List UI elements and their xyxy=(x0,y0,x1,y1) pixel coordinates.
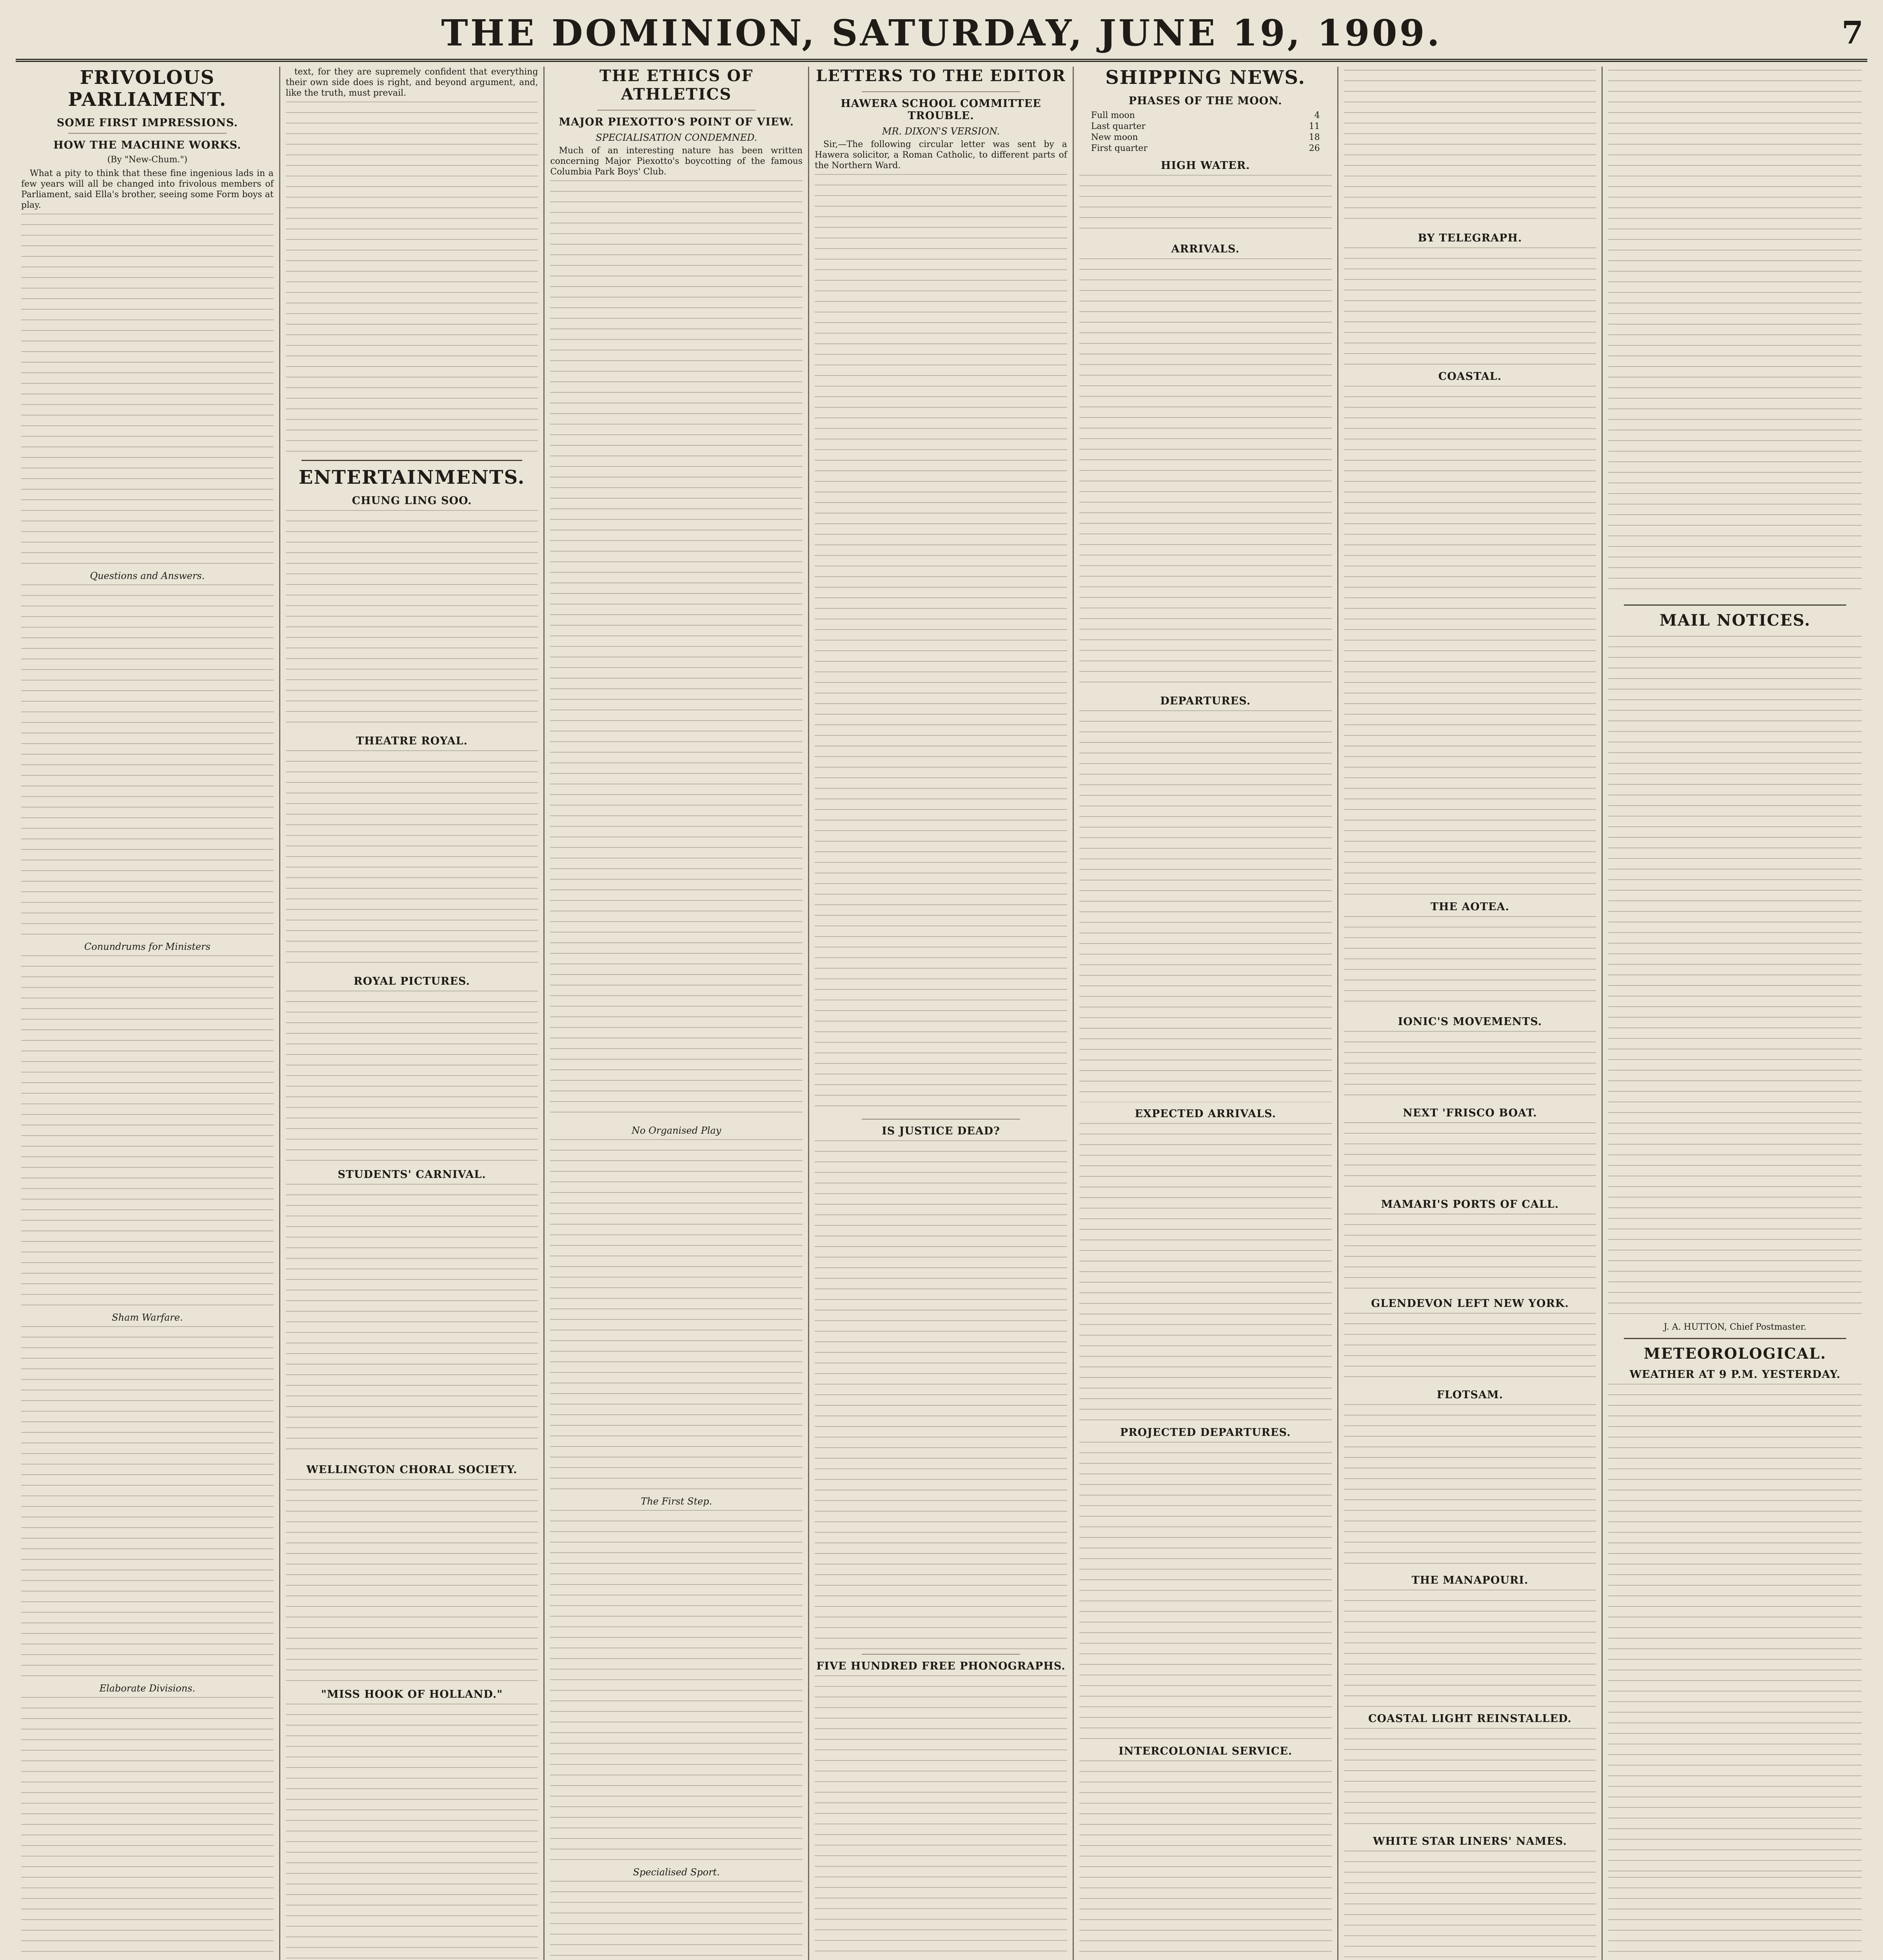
page-number: 7 xyxy=(1841,14,1863,51)
divider xyxy=(862,1654,1020,1655)
entertainments-heading: ENTERTAINMENTS. xyxy=(298,466,525,488)
ethics-heading: THE ETHICS OF ATHLETICS xyxy=(599,67,754,103)
article-text-block xyxy=(286,750,538,970)
article-text-block xyxy=(286,510,538,730)
article-text-block xyxy=(286,1704,538,1960)
elaborate-divisions-subheading: Elaborate Divisions. xyxy=(99,1683,196,1694)
article-text-block xyxy=(1608,70,1862,599)
article-text-block xyxy=(1608,1877,1862,1960)
article-text-block xyxy=(21,584,274,937)
coastal-subheading: COASTAL. xyxy=(1438,370,1502,383)
article-text-block xyxy=(550,1510,803,1863)
moon-row: First quarter 26 xyxy=(1091,143,1320,153)
article-text-block xyxy=(550,1139,803,1492)
phonographs-subheading: FIVE HUNDRED FREE PHONOGRAPHS. xyxy=(816,1660,1066,1672)
article-text-block xyxy=(21,1326,274,1679)
glendevon-subheading: GLENDEVON LEFT NEW YORK. xyxy=(1371,1298,1569,1310)
article-text-block xyxy=(21,955,274,1308)
article-text-block xyxy=(1344,916,1596,1010)
divider xyxy=(597,110,755,111)
ionic-subheading: IONIC'S MOVEMENTS. xyxy=(1398,1016,1542,1028)
divider xyxy=(862,91,1020,92)
article-text-block xyxy=(21,214,274,566)
article-intro: What a pity to think that these fine ingenious lads in a few years will all be changed into frivolous members of Parliament, said Ella's brother, seeing some Form boys at play. xyxy=(21,169,274,210)
article-text-block xyxy=(815,174,1067,1115)
first-impressions-subheading: SOME FIRST IMPRESSIONS. xyxy=(56,117,238,129)
first-step-subheading: The First Step. xyxy=(641,1496,712,1507)
divider xyxy=(301,460,523,461)
column-6 xyxy=(1338,67,1603,1960)
dixon-version-subheading: MR. DIXON'S VERSION. xyxy=(882,126,1000,137)
column-1 xyxy=(16,67,280,1960)
article-text-block xyxy=(815,1675,1067,1960)
columns xyxy=(16,67,1867,1960)
column-2 xyxy=(280,67,545,1960)
article-text-block xyxy=(1344,1313,1596,1383)
justice-dead-subheading: IS JUSTICE DEAD? xyxy=(882,1125,1000,1137)
specialised-sport-subheading: Specialised Sport. xyxy=(633,1867,720,1878)
divider xyxy=(1624,604,1846,606)
weather-report xyxy=(1608,1384,1862,1874)
moon-phases-subheading: PHASES OF THE MOON. xyxy=(1128,95,1282,107)
frisco-subheading: NEXT 'FRISCO BOAT. xyxy=(1403,1107,1537,1119)
mail-notices-list xyxy=(1608,636,1862,1322)
by-telegraph-subheading: BY TELEGRAPH. xyxy=(1418,232,1522,244)
article-text-block xyxy=(815,1140,1067,1650)
expected-arrivals-subheading: EXPECTED ARRIVALS. xyxy=(1135,1108,1277,1120)
article-text-block xyxy=(1344,70,1596,227)
article-text-block xyxy=(550,1881,803,1960)
article-text-block xyxy=(1344,247,1596,365)
column-7 xyxy=(1603,67,1867,1960)
article-text-block xyxy=(1344,1728,1596,1830)
article-text-block xyxy=(286,1479,538,1683)
students-carnival-subheading: STUDENTS' CARNIVAL. xyxy=(338,1169,486,1181)
masthead xyxy=(16,8,1867,62)
intercolonial-subheading: INTERCOLONIAL SERVICE. xyxy=(1119,1745,1293,1757)
moon-row: New moon 18 xyxy=(1091,132,1320,142)
miss-hook-subheading: "MISS HOOK OF HOLLAND." xyxy=(321,1688,503,1700)
article-text-block xyxy=(1344,1590,1596,1707)
divider xyxy=(68,133,227,134)
manapouri-subheading: THE MANAPOURI. xyxy=(1411,1574,1529,1586)
arrivals-subheading: ARRIVALS. xyxy=(1171,243,1240,255)
chung-ling-soo-subheading: CHUNG LING SOO. xyxy=(352,495,472,507)
arrivals-list xyxy=(1079,258,1332,690)
high-water-subheading: HIGH WATER. xyxy=(1160,160,1250,172)
column-3 xyxy=(545,67,809,1960)
moon-row: Last quarter 11 xyxy=(1091,122,1320,131)
tide-block xyxy=(1079,175,1332,238)
article-text-block xyxy=(286,991,538,1163)
questions-subheading: Questions and Answers. xyxy=(90,570,205,581)
article-text-block xyxy=(286,1184,538,1458)
departures-list xyxy=(1079,710,1332,1102)
conundrums-subheading: Conundrums for Ministers xyxy=(84,941,211,952)
no-organised-play-subheading: No Organised Play xyxy=(632,1125,721,1136)
article-text-block xyxy=(286,102,538,454)
masthead-title: THE DOMINION, SATURDAY, JUNE 19, 1909. xyxy=(441,12,1442,54)
article-intro: Much of an interesting nature has been written concerning Major Piexotto's boycotting of the famous Columbia Park Boys' Club. xyxy=(550,146,803,177)
projected-departures-subheading: PROJECTED DEPARTURES. xyxy=(1120,1426,1291,1439)
moon-phase-table xyxy=(1091,110,1320,154)
shipping-news-heading: SHIPPING NEWS. xyxy=(1105,67,1306,89)
projected-departures-list xyxy=(1079,1442,1332,1740)
column-5 xyxy=(1074,67,1338,1960)
letter-opening: Sir,—The following circular letter was sent by a Hawera solicitor, a Roman Catholic, to different parts of the Northern Ward. xyxy=(815,140,1067,171)
white-star-subheading: WHITE STAR LINERS' NAMES. xyxy=(1373,1835,1567,1847)
article-text-block xyxy=(1344,1404,1596,1569)
column-4 xyxy=(809,67,1074,1960)
article-text-block xyxy=(21,1697,274,1960)
departures-subheading: DEPARTURES. xyxy=(1160,695,1251,707)
divider xyxy=(1624,1338,1846,1339)
article-text-block xyxy=(1344,1214,1596,1292)
machine-works-subheading: HOW THE MACHINE WORKS. xyxy=(53,139,242,151)
meteorological-heading: METEOROLOGICAL. xyxy=(1643,1345,1827,1362)
royal-pictures-subheading: ROYAL PICTURES. xyxy=(354,975,470,987)
letters-heading: LETTERS TO THE EDITOR xyxy=(816,67,1066,85)
article-text-block xyxy=(550,180,803,1121)
postmaster-signoff: J. A. HUTTON, Chief Postmaster. xyxy=(1663,1322,1807,1332)
intercolonial-list xyxy=(1079,1760,1332,1960)
sham-warfare-subheading: Sham Warfare. xyxy=(112,1312,183,1323)
continued-text: text, for they are supremely confident that everything their own side does is right, and beyond argument, and, like the truth, must prevail. xyxy=(285,67,538,98)
moon-row: Full moon 4 xyxy=(1091,111,1320,120)
mail-notices-heading: MAIL NOTICES. xyxy=(1659,611,1811,630)
article-text-block xyxy=(1344,1031,1596,1102)
frivolous-parliament-heading: FRIVOLOUS PARLIAMENT. xyxy=(68,67,227,111)
specialisation-subheading: SPECIALISATION CONDEMNED. xyxy=(596,132,757,143)
divider xyxy=(862,1119,1020,1120)
hawera-subheading: HAWERA SCHOOL COMMITTEE TROUBLE. xyxy=(841,98,1041,122)
theatre-royal-subheading: THEATRE ROYAL. xyxy=(356,735,468,747)
article-text-block xyxy=(1344,1851,1596,1960)
article-text-block xyxy=(1344,1122,1596,1193)
weather-subheading: WEATHER AT 9 P.M. YESTERDAY. xyxy=(1629,1368,1841,1381)
coastal-light-subheading: COASTAL LIGHT REINSTALLED. xyxy=(1368,1713,1572,1725)
article-text-block xyxy=(1344,386,1596,895)
mamari-subheading: MAMARI'S PORTS OF CALL. xyxy=(1381,1198,1559,1210)
expected-arrivals-list xyxy=(1079,1123,1332,1421)
flotsam-subheading: FLOTSAM. xyxy=(1436,1389,1503,1401)
byline: (By "New-Chum.") xyxy=(107,155,188,165)
piexotto-subheading: MAJOR PIEXOTTO'S POINT OF VIEW. xyxy=(559,116,794,128)
aotea-subheading: THE AOTEA. xyxy=(1430,901,1509,913)
choral-society-subheading: WELLINGTON CHORAL SOCIETY. xyxy=(306,1464,518,1476)
